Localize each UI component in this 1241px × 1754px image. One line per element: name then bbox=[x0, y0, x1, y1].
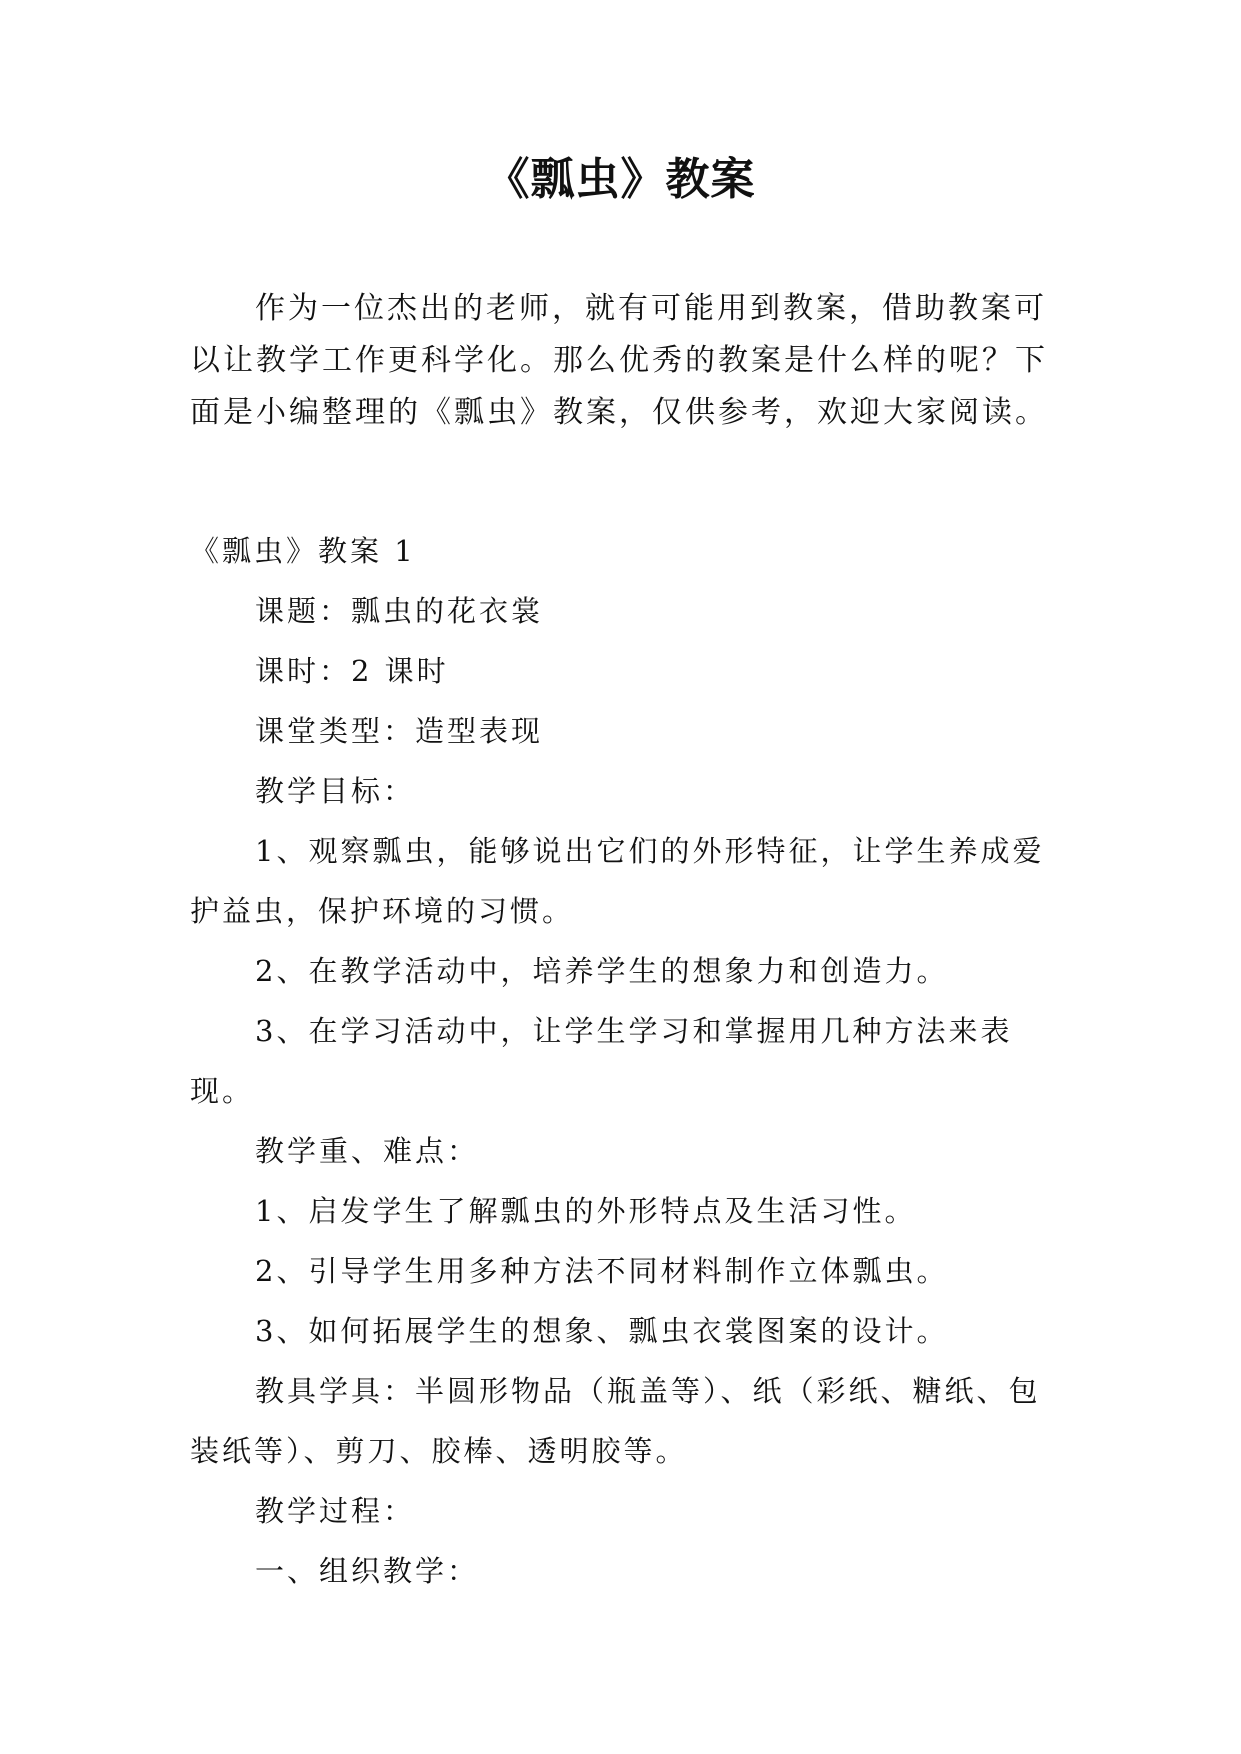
body-paragraph: 2、引导学生用多种方法不同材料制作立体瓢虫。 bbox=[255, 1254, 949, 1288]
section-heading: 《瓢虫》教案 1 bbox=[190, 534, 416, 568]
body-paragraph: 3、如何拓展学生的想象、瓢虫衣裳图案的设计。 bbox=[255, 1314, 949, 1348]
lesson-plan-section bbox=[190, 521, 1060, 1601]
body-paragraph: 课堂类型：造型表现 bbox=[255, 714, 544, 748]
body-paragraph: 教学目标： bbox=[255, 774, 416, 808]
body-paragraph: 课题：瓢虫的花衣裳 bbox=[255, 594, 544, 628]
body-paragraph: 3、在学习活动中，让学生学习和掌握用几种方法来表现。 bbox=[190, 1014, 1013, 1108]
intro-section bbox=[190, 283, 1060, 439]
intro-paragraph: 作为一位杰出的老师，就有可能用到教案，借助教案可以让教学工作更科学化。那么优秀的教案是什么样的呢？下面是小编整理的《瓢虫》教案，仅供参考，欢迎大家阅读。 bbox=[190, 291, 1048, 430]
body-paragraph: 一、组织教学： bbox=[255, 1554, 480, 1588]
body-paragraph: 教学重、难点： bbox=[255, 1134, 480, 1168]
body-paragraph: 1、观察瓢虫，能够说出它们的外形特征，让学生养成爱护益虫，保护环境的习惯。 bbox=[190, 834, 1045, 928]
document-title: 《瓢虫》教案 bbox=[485, 154, 756, 205]
body-paragraph: 教学过程： bbox=[255, 1494, 416, 1528]
body-paragraph: 1、启发学生了解瓢虫的外形特点及生活习性。 bbox=[255, 1194, 917, 1228]
body-paragraph: 课时：2 课时 bbox=[255, 654, 449, 688]
body-paragraph: 教具学具：半圆形物品（瓶盖等）、纸（彩纸、糖纸、包装纸等）、剪刀、胶棒、透明胶等。 bbox=[190, 1374, 1041, 1468]
body-paragraph: 2、在教学活动中，培养学生的想象力和创造力。 bbox=[255, 954, 949, 988]
